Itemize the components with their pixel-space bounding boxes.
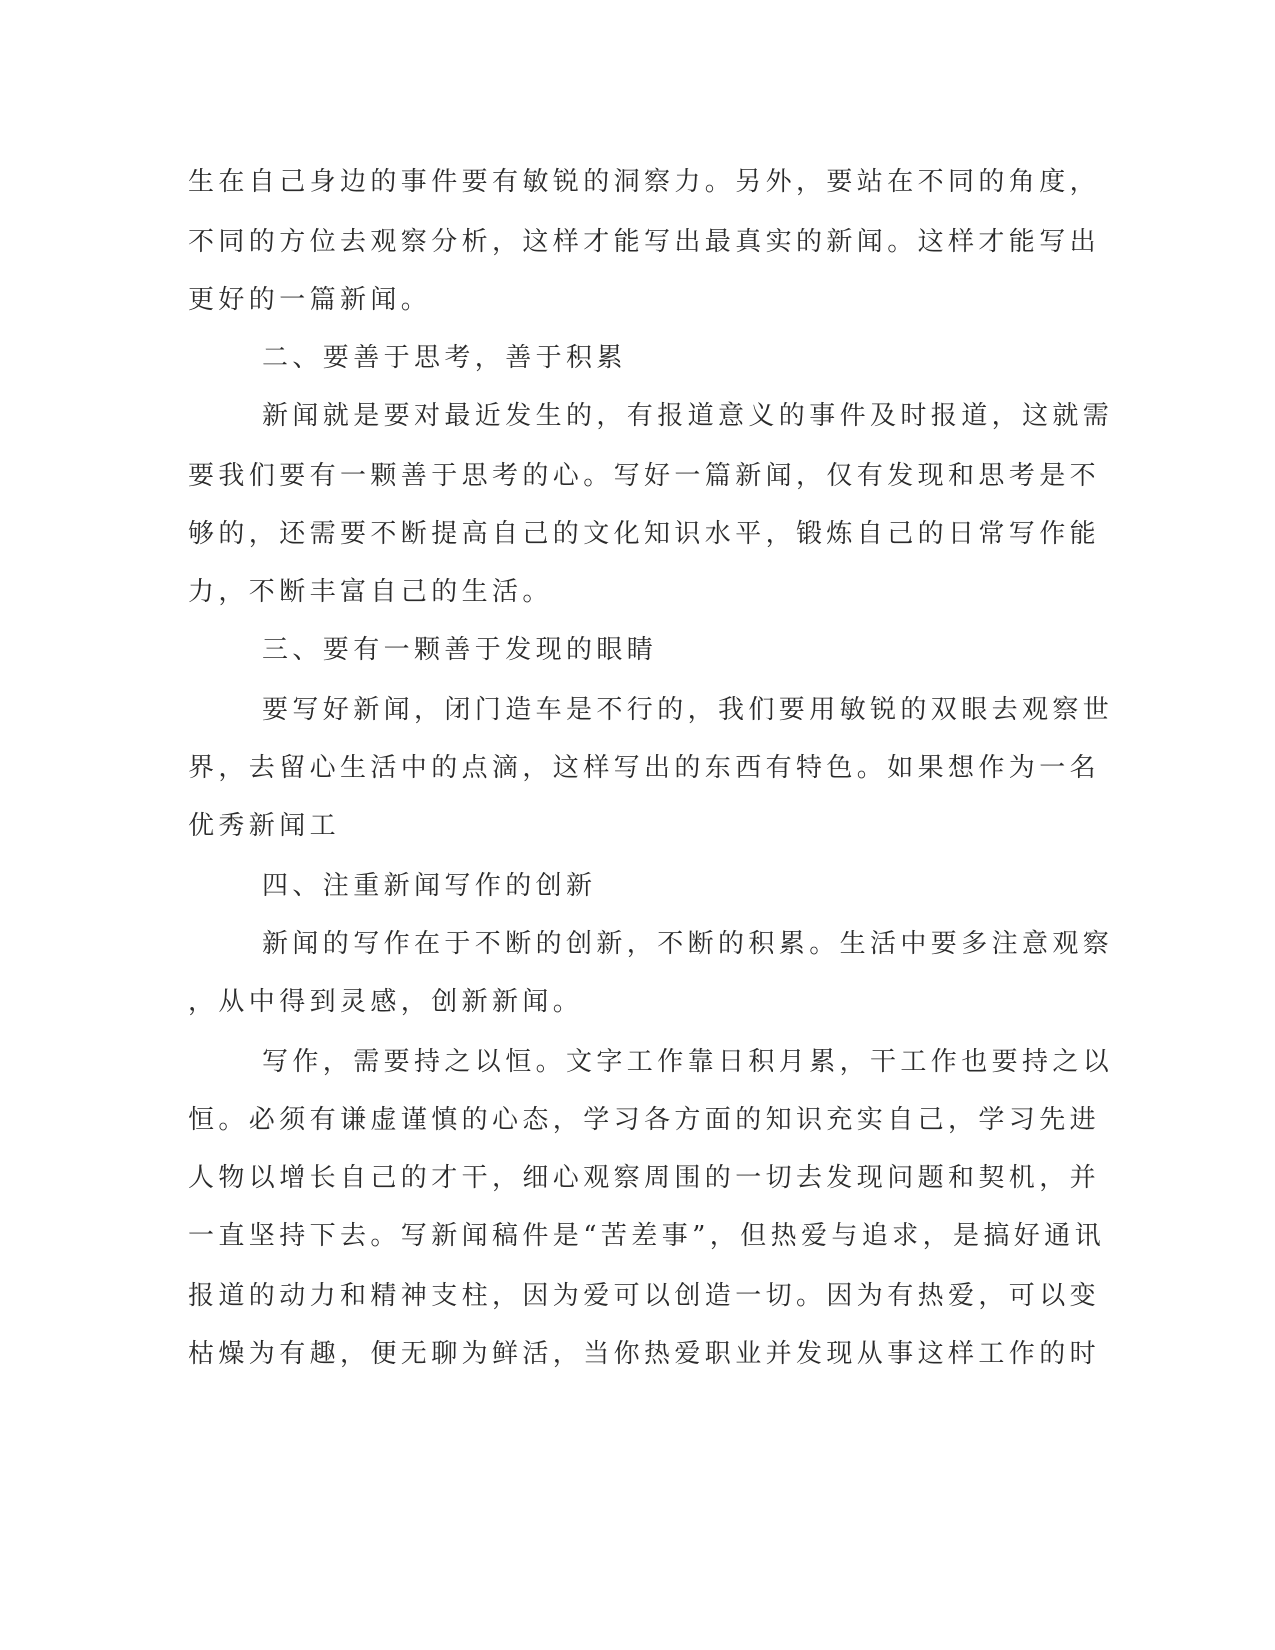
- text-line: 更好的一篇新闻。: [188, 285, 432, 315]
- text-line: 界，去留心生活中的点滴，这样写出的东西有特色。如果想作为一名: [188, 753, 1101, 783]
- text-line: 枯燥为有趣，便无聊为鲜活，当你热爱职业并发现从事这样工作的时: [188, 1339, 1101, 1369]
- text-line: 生在自己身边的事件要有敏锐的洞察力。另外，要站在不同的角度，: [188, 167, 1101, 197]
- text-line: 力，不断丰富自己的生活。: [188, 577, 553, 607]
- section-heading: 二、要善于思考，善于积累: [262, 343, 627, 373]
- text-line: 优秀新闻工: [188, 811, 341, 841]
- section-heading: 三、要有一颗善于发现的眼睛: [262, 635, 658, 665]
- text-line: 新闻的写作在于不断的创新，不断的积累。生活中要多注意观察: [262, 929, 1114, 959]
- text-line: 恒。必须有谦虚谨慎的心态，学习各方面的知识充实自己，学习先进: [188, 1105, 1101, 1135]
- text-line: ，从中得到灵感，创新新闻。: [188, 987, 584, 1017]
- text-line: 要写好新闻，闭门造车是不行的，我们要用敏锐的双眼去观察世: [262, 695, 1114, 725]
- text-line: 一直坚持下去。写新闻稿件是“苦差事”，但热爱与追求，是搞好通讯: [188, 1221, 1105, 1251]
- text-line: 报道的动力和精神支柱，因为爱可以创造一切。因为有热爱，可以变: [188, 1281, 1101, 1311]
- text-line: 人物以增长自己的才干，细心观察周围的一切去发现问题和契机，并: [188, 1163, 1101, 1193]
- text-line: 够的，还需要不断提高自己的文化知识水平，锻炼自己的日常写作能: [188, 519, 1101, 549]
- text-line: 要我们要有一颗善于思考的心。写好一篇新闻，仅有发现和思考是不: [188, 461, 1101, 491]
- text-line: 写作，需要持之以恒。文字工作靠日积月累，干工作也要持之以: [262, 1047, 1114, 1077]
- text-line: 新闻就是要对最近发生的，有报道意义的事件及时报道，这就需: [262, 401, 1114, 431]
- section-heading: 四、注重新闻写作的创新: [262, 871, 597, 901]
- text-line: 不同的方位去观察分析，这样才能写出最真实的新闻。这样才能写出: [188, 227, 1101, 257]
